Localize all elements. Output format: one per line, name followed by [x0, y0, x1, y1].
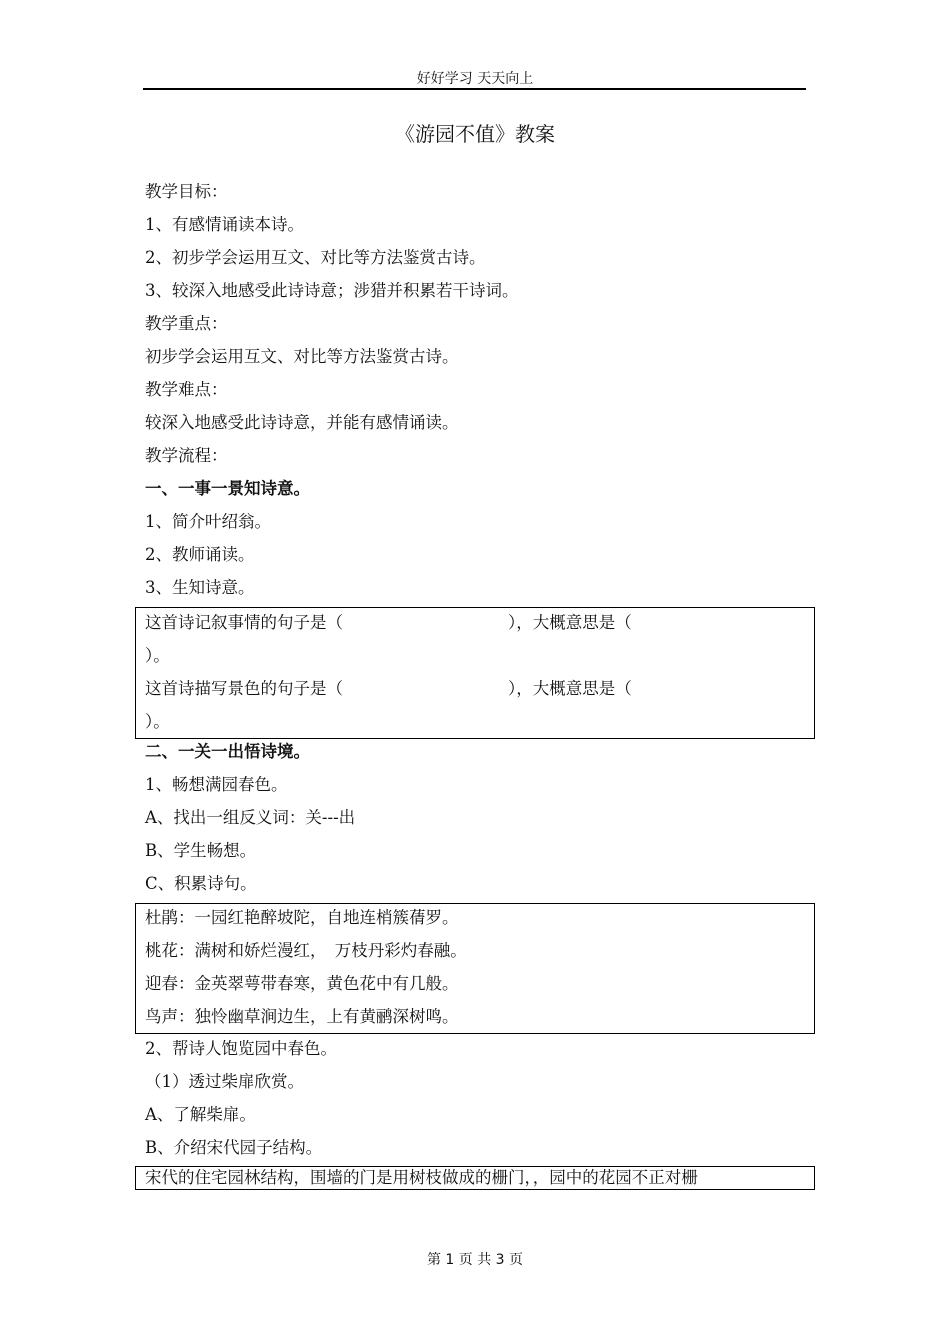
page-footer: 第 1 页 共 3 页 [426, 1252, 524, 1268]
info-box [135, 1166, 815, 1190]
paragraph: A、了解柴扉。 [145, 1105, 256, 1124]
poem-line: 迎春：金英翠萼带春寒，黄色花中有几般。 [145, 974, 459, 993]
paragraph: B、介绍宋代园子结构。 [145, 1138, 323, 1157]
paragraph: 3、较深入地感受此诗诗意；涉猎并积累若干诗词。 [145, 281, 519, 300]
step-heading: 二、一关一出悟诗境。 [145, 742, 310, 761]
fill-in-box [135, 607, 815, 739]
page-header: 好好学习 天天向上 [416, 71, 534, 87]
paragraph: 初步学会运用互文、对比等方法鉴赏古诗。 [145, 347, 459, 366]
paragraph: （1）透过柴扉欣赏。 [145, 1072, 304, 1091]
header-divider [143, 88, 806, 90]
paragraph: 2、初步学会运用互文、对比等方法鉴赏古诗。 [145, 248, 486, 267]
paragraph: 1、畅想满园春色。 [145, 775, 288, 794]
paragraph: 1、有感情诵读本诗。 [145, 215, 304, 234]
info-line: 宋代的住宅园林结构，围墙的门是用树枝做成的栅门，，园中的花园不正对栅 [145, 1168, 698, 1187]
fill-in-line-end: ）。 [145, 712, 170, 731]
section-heading: 教学重点： [145, 314, 228, 333]
paragraph: A、找出一组反义词：关---出 [145, 808, 356, 827]
paragraph: 1、简介叶绍翁。 [145, 512, 271, 531]
paragraph: 3、生知诗意。 [145, 578, 255, 597]
section-heading: 教学难点： [145, 380, 228, 399]
paragraph: C、积累诗句。 [145, 874, 257, 893]
poem-line: 鸟声：独怜幽草涧边生，上有黄鹂深树鸣。 [145, 1007, 459, 1026]
poem-box [135, 903, 815, 1034]
poem-line: 杜鹃：一园红艳醉坡陀，自地连梢簇蒨罗。 [145, 908, 459, 927]
paragraph: 较深入地感受此诗诗意，并能有感情诵读。 [145, 413, 459, 432]
fill-in-line-end: ）。 [145, 646, 170, 665]
section-heading: 教学流程： [145, 446, 228, 465]
section-heading: 教学目标： [145, 182, 228, 201]
paragraph: 2、帮诗人饱览园中春色。 [145, 1039, 337, 1058]
fill-in-line: 这首诗记叙事情的句子是（ ），大概意思是（ [145, 613, 632, 632]
fill-in-line: 这首诗描写景色的句子是（ ），大概意思是（ [145, 679, 632, 698]
paragraph: B、学生畅想。 [145, 841, 257, 860]
poem-line: 桃花：满树和娇烂漫红， 万枝丹彩灼春融。 [145, 941, 467, 960]
document-title: 《游园不值》教案 [395, 122, 555, 146]
step-heading: 一、一事一景知诗意。 [145, 479, 310, 498]
paragraph: 2、教师诵读。 [145, 545, 255, 564]
